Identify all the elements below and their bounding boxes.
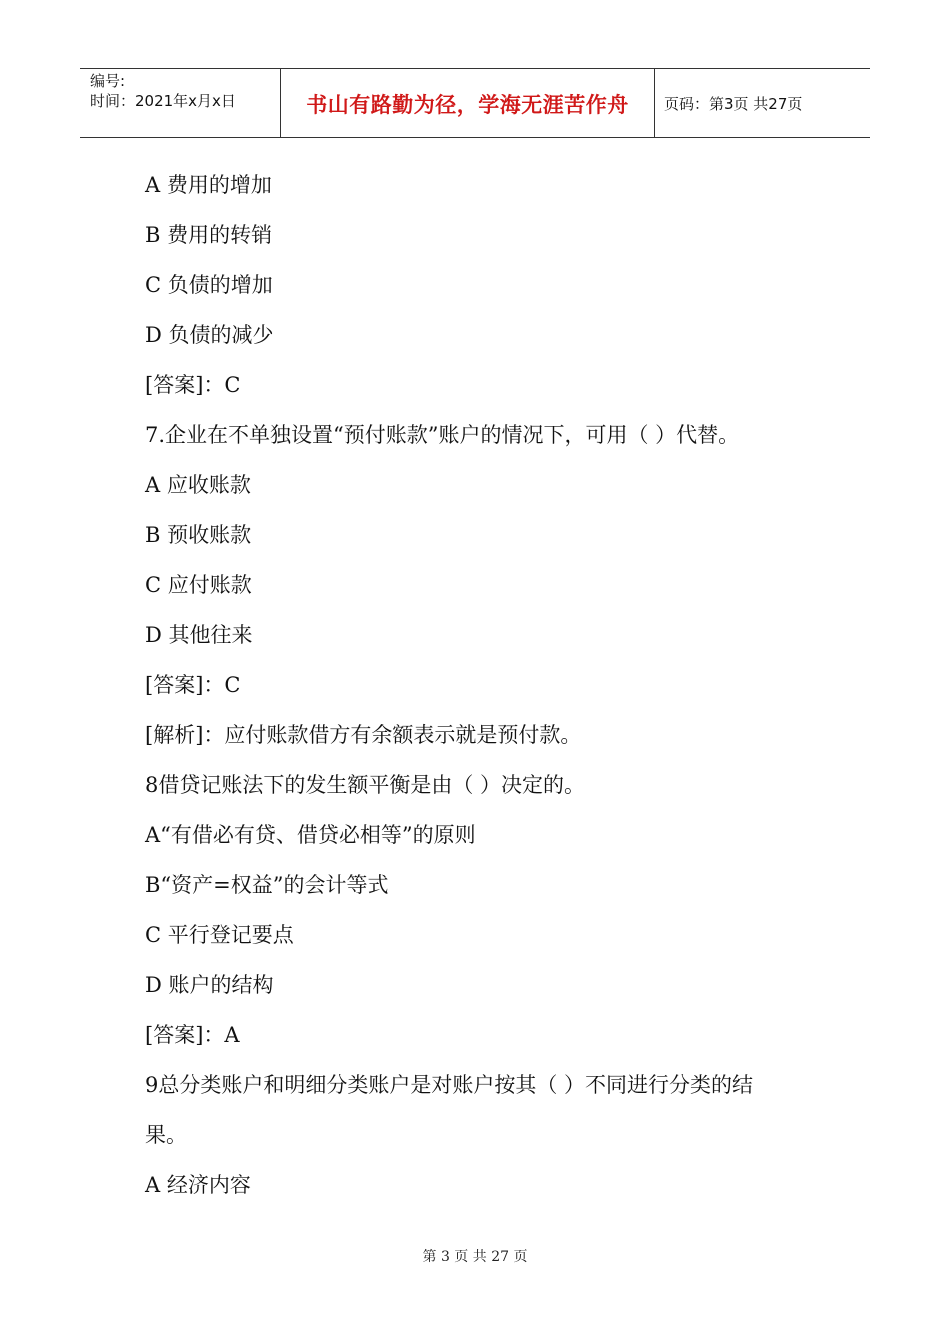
option-line: B“资产=权益”的会计等式 — [145, 873, 389, 897]
header-page-cell — [655, 69, 870, 137]
option-line: B 预收账款 — [145, 523, 252, 547]
page-info: 页码：第3页 共27页 — [664, 95, 803, 113]
question-line: 9总分类账户和明细分类账户是对账户按其（ ）不同进行分类的结 — [145, 1073, 754, 1097]
number-label: 编号: — [90, 72, 126, 90]
answer-line: [答案]：C — [145, 673, 241, 697]
option-line: C 负债的增加 — [145, 273, 273, 297]
header-info-cell — [80, 69, 281, 137]
motto-text: 书山有路勤为径，学海无涯苦作舟 — [306, 93, 629, 117]
option-line: B 费用的转销 — [145, 223, 273, 247]
option-line: C 平行登记要点 — [145, 923, 294, 947]
header-motto-cell — [281, 69, 655, 137]
page-footer: 第 3 页 共 27 页 — [422, 1249, 528, 1265]
option-line: A 经济内容 — [145, 1173, 251, 1197]
document-body — [145, 160, 825, 1210]
option-line: A 费用的增加 — [145, 173, 272, 197]
explanation-line: [解析]：应付账款借方有余额表示就是预付款。 — [145, 723, 582, 747]
option-line: D 账户的结构 — [145, 973, 274, 997]
answer-line: [答案]：A — [145, 1023, 240, 1047]
time-label: 时间：2021年x月x日 — [90, 92, 236, 110]
question-line: 8借贷记账法下的发生额平衡是由（ ）决定的。 — [145, 773, 586, 797]
option-line: A 应收账款 — [145, 473, 251, 497]
option-line: D 负债的减少 — [145, 323, 274, 347]
answer-line: [答案]：C — [145, 373, 241, 397]
question-line: 7.企业在不单独设置“预付账款”账户的情况下，可用（ ）代替。 — [145, 423, 740, 447]
option-line: C 应付账款 — [145, 573, 252, 597]
option-line: A“有借必有贷、借贷必相等”的原则 — [145, 823, 476, 847]
question-line-continued: 果。 — [145, 1123, 187, 1147]
page-header — [80, 68, 870, 138]
option-line: D 其他往来 — [145, 623, 253, 647]
